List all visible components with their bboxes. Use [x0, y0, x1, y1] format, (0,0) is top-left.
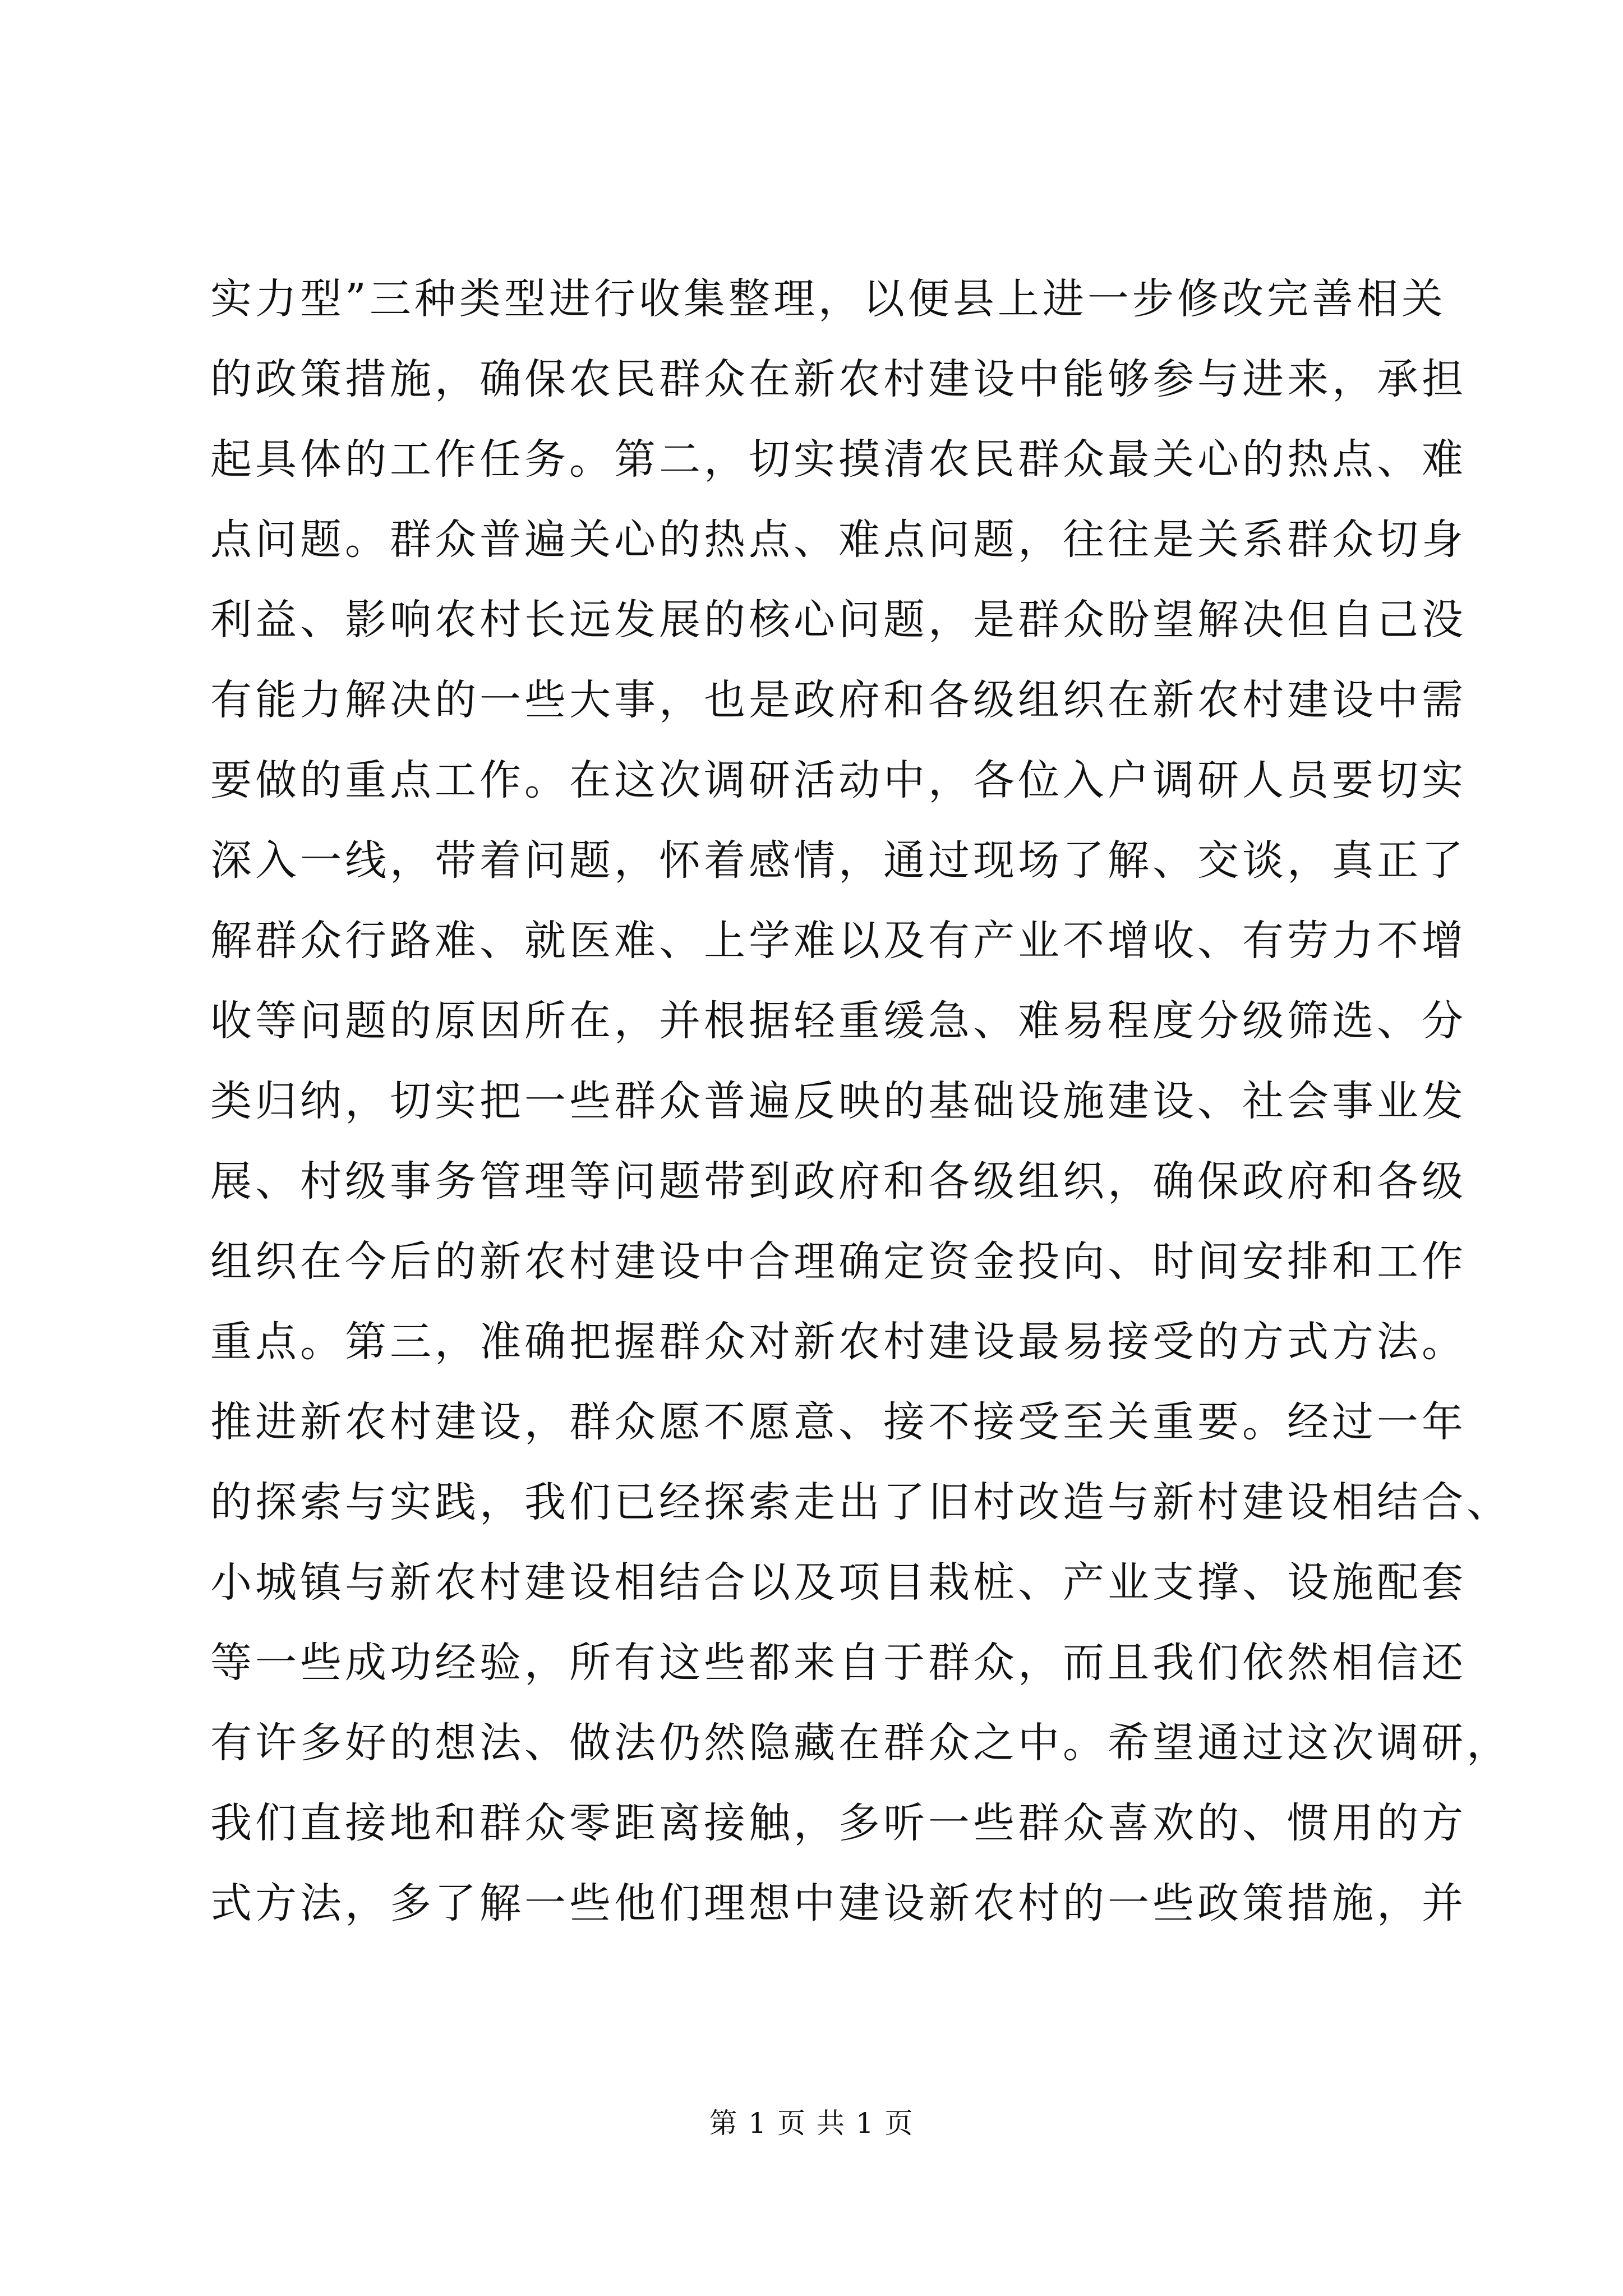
- text-line: 解群众行路难、就医难、上学难以及有产业不增收、有劳力不增: [210, 917, 1467, 965]
- text-line: 收等问题的原因所在，并根据轻重缓急、难易程度分级筛选、分: [210, 997, 1467, 1045]
- text-line: 的政策措施，确保农民群众在新农村建设中能够参与进来，承担: [210, 355, 1467, 403]
- text-line: 组织在今后的新农村建设中合理确定资金投向、时间安排和工作: [210, 1237, 1467, 1286]
- text-line: 式方法，多了解一些他们理想中建设新农村的一些政策措施，并: [210, 1879, 1467, 1927]
- text-line: 小城镇与新农村建设相结合以及项目栽桩、产业支撑、设施配套: [210, 1558, 1467, 1607]
- text-line: 要做的重点工作。在这次调研活动中，各位入户调研人员要切实: [210, 756, 1467, 804]
- page-number-footer: 第 1 页 共 1 页: [709, 2107, 914, 2139]
- text-line: 我们直接地和群众零距离接触，多听一些群众喜欢的、惯用的方: [210, 1799, 1467, 1847]
- text-line: 点问题。群众普遍关心的热点、难点问题，往往是关系群众切身: [210, 516, 1467, 564]
- text-line: 重点。第三，准确把握群众对新农村建设最易接受的方式方法。: [210, 1318, 1467, 1366]
- body-paragraph: [210, 259, 1511, 1944]
- text-line: 类归纳，切实把一些群众普遍反映的基础设施建设、社会事业发: [210, 1077, 1467, 1125]
- text-line: 推进新农村建设，群众愿不愿意、接不接受至关重要。经过一年: [210, 1398, 1467, 1446]
- text-line: 深入一线，带着问题，怀着感情，通过现场了解、交谈，真正了: [210, 836, 1467, 885]
- text-line: 有许多好的想法、做法仍然隐藏在群众之中。希望通过这次调研，: [210, 1719, 1511, 1767]
- text-line: 的探索与实践，我们已经探索走出了旧村改造与新村建设相结合、: [210, 1478, 1511, 1526]
- text-line: 有能力解决的一些大事，也是政府和各级组织在新农村建设中需: [210, 676, 1467, 724]
- text-line: 等一些成功经验，所有这些都来自于群众，而且我们依然相信还: [210, 1639, 1467, 1687]
- text-line: 展、村级事务管理等问题带到政府和各级组织，确保政府和各级: [210, 1157, 1467, 1205]
- text-line: 利益、影响农村长远发展的核心问题，是群众盼望解决但自己没: [210, 596, 1467, 644]
- text-line: 实力型”三种类型进行收集整理，以便县上进一步修改完善相关: [210, 275, 1446, 323]
- text-line: 起具体的工作任务。第二，切实摸清农民群众最关心的热点、难: [210, 435, 1467, 484]
